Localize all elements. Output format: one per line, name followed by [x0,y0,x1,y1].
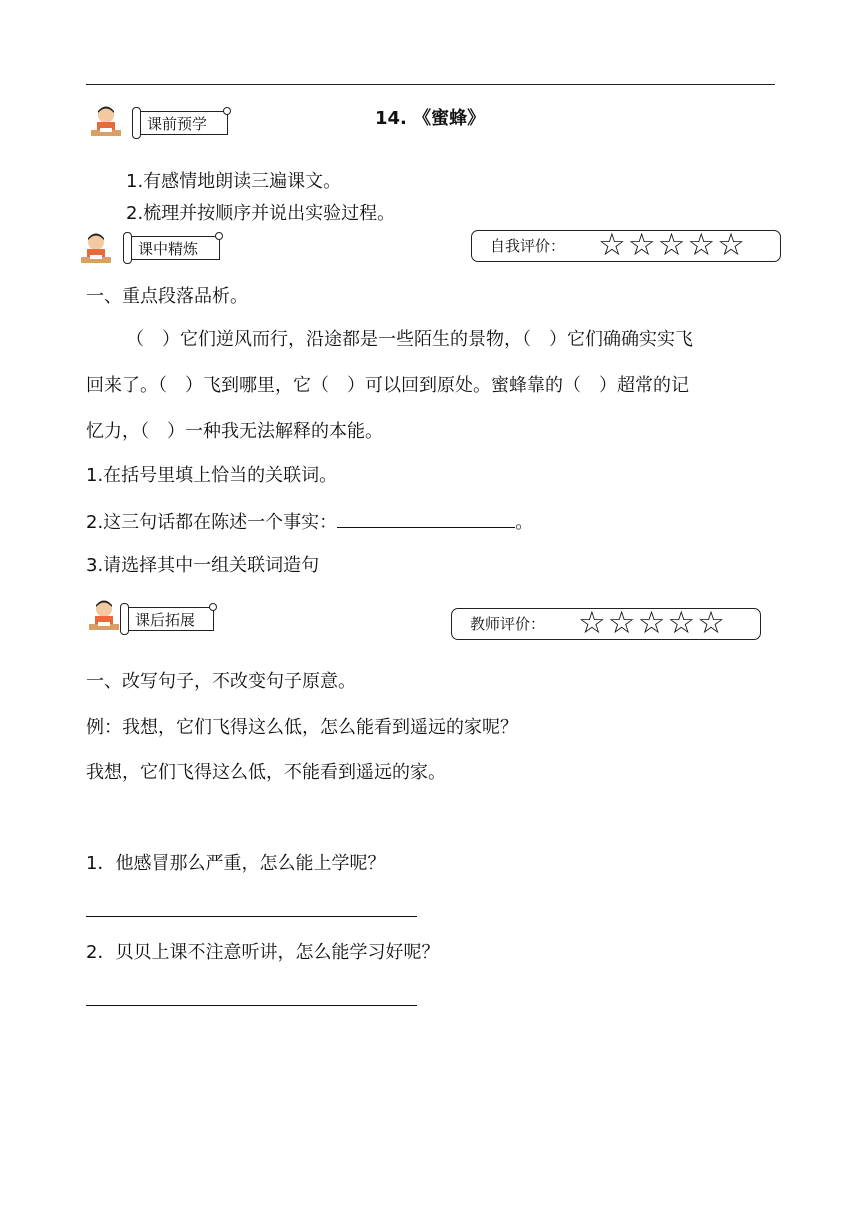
answer-line-2[interactable] [86,1005,417,1006]
passage-line-2: 回来了。（ ）飞到哪里，它（ ）可以回到原处。蜜蜂靠的（ ）超常的记 [86,375,689,396]
passage-line-3: 忆力，（ ）一种我无法解释的本能。 [86,421,383,442]
part2-question-2: 2．贝贝上课不注意听讲，怎么能学习好呢？ [86,942,440,963]
self-evaluation-label: 自我评价： [490,237,566,255]
part2-example-answer: 我想，它们飞得这么低，不能看到遥远的家。 [86,762,446,783]
pre-item-2: 2.梳理并按顺序并说出实验过程。 [126,203,396,224]
part1-question-3: 3.请选择其中一组关联词造句 [86,555,320,576]
part1-question-1: 1.在括号里填上恰当的关联词。 [86,465,338,486]
pre-item-1: 1.有感情地朗读三遍课文。 [126,171,342,192]
top-rule [86,84,775,85]
part1-question-2-text: 2.这三句话都在陈述一个事实： [86,512,338,533]
part1-question-2 [86,509,533,535]
answer-line-1[interactable] [86,916,417,917]
section-label-pre: 课前预学 [136,111,228,135]
section-label-post: 课后拓展 [124,607,214,631]
part2-heading: 一、改写句子，不改变句子原意。 [86,671,356,692]
teacher-evaluation-stars[interactable]: ☆☆☆☆☆ [578,605,727,641]
student-avatar-icon [86,598,122,632]
answer-blank[interactable] [337,509,515,528]
student-avatar-icon [78,231,114,265]
student-avatar-icon [88,104,124,138]
passage-line-1: （ ）它们逆风而行，沿途都是一些陌生的景物，（ ）它们确确实实飞 [126,329,693,350]
part2-question-1: 1．他感冒那么严重，怎么能上学呢？ [86,853,386,874]
part1-heading: 一、重点段落品析。 [86,286,248,307]
teacher-evaluation-label: 教师评价： [470,615,546,633]
part2-example: 例：我想，它们飞得这么低，怎么能看到遥远的家呢？ [86,717,518,738]
part1-question-2-end: 。 [515,512,534,533]
self-evaluation-box [471,227,781,263]
section-label-mid: 课中精炼 [127,236,220,260]
self-evaluation-stars[interactable]: ☆☆☆☆☆ [598,227,747,263]
page-title: 14. 《蜜蜂》 [375,108,486,129]
teacher-evaluation-box [451,605,761,641]
